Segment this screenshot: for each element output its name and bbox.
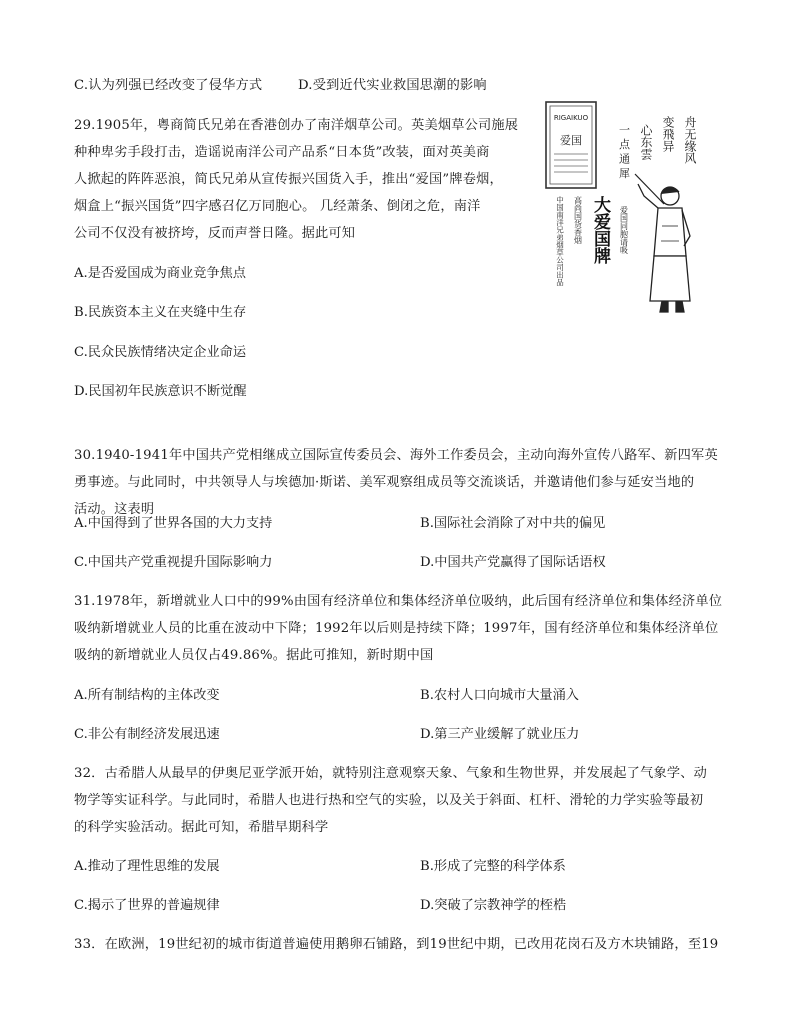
question-text-line: 公司不仅没有被挤垮，反而声誉日隆。据此可知 <box>74 226 356 241</box>
cigarette-advertisement-image <box>540 96 710 318</box>
option-d: D.受到近代实业救国思潮的影响 <box>298 78 487 93</box>
company-caption: 中国南洋兄弟烟草公司出品 <box>555 196 565 286</box>
question-text-line: 吸纳新增就业人员的比重在波动中下降；1992年以后则是持续下降；1997年，国有经济单位和集体经济单位 <box>74 621 719 636</box>
option-a: A.中国得到了世界各国的大力支持 <box>74 516 273 531</box>
option-d: D.第三产业缓解了就业压力 <box>420 727 580 742</box>
slogan-caption: 爱国同胞请吸 <box>619 206 629 254</box>
option-c: C.民众民族情绪决定企业命运 <box>74 345 247 360</box>
question-text-line: 30.1940-1941年中国共产党相继成立国际宣传委员会、海外工作委员会，主动向海外宣传八路军、新四军英 <box>74 448 718 463</box>
question-text-line: 烟盒上“振兴国货”四字感召亿万同胞心。 几经萧条、倒闭之危，南洋 <box>74 199 481 214</box>
question-text-line: 31.1978年，新增就业人口中的99%由国有经济单位和集体经济单位吸纳，此后国有经济单位和集体经济单位 <box>74 594 723 609</box>
option-c: C.认为列强已经改变了侵华方式 <box>74 78 263 93</box>
box-main-text: 爱国 <box>560 134 582 147</box>
option-a: A.所有制结构的主体改变 <box>74 688 220 703</box>
option-d: D.突破了宗教神学的桎梏 <box>420 898 567 913</box>
poem-text <box>618 115 698 180</box>
option-b: B.国际社会消除了对中共的偏见 <box>420 516 606 531</box>
option-c: C.揭示了世界的普遍规律 <box>74 898 220 913</box>
question-text-line: 活动。这表明 <box>74 502 155 517</box>
poem-column: 舟无缘风 <box>683 116 697 164</box>
option-c: C.中国共产党重视提升国际影响力 <box>74 555 273 570</box>
option-b: B.民族资本主义在夹缝中生存 <box>74 305 247 320</box>
option-a: A.推动了理性思维的发展 <box>74 859 220 874</box>
question-text-line: 33．在欧洲，19世纪初的城市街道普遍使用鹅卵石铺路，到19世纪中期，已改用花岗石及方木块铺路，至19 <box>74 937 719 952</box>
option-b: B.形成了完整的科学体系 <box>420 859 566 874</box>
question-text-line: 人掀起的阵阵恶浪，简氏兄弟从宣传振兴国货入手，推出“爱国”牌卷烟， <box>74 172 503 187</box>
poem-column: 心东雲 <box>639 124 653 160</box>
option-d: D.中国共产党赢得了国际话语权 <box>420 555 606 570</box>
option-d: D.民国初年民族意识不断觉醒 <box>74 384 247 399</box>
question-text-line: 物学等实证科学。与此同时，希腊人也进行热和空气的实验，以及关于斜面、杠杆、滑轮的力学实验等最初 <box>74 793 704 808</box>
question-text-line: 吸纳的新增就业人员仅占49.86%。据此可推知，新时期中国 <box>74 648 434 663</box>
box-brand-text: RIGAIKUO <box>553 114 589 122</box>
woman-figure <box>635 174 690 312</box>
quality-caption: 高尚国货香烟 <box>573 196 583 244</box>
question-text-line: 29.1905年，粤商简氏兄弟在香港创办了南洋烟草公司。英美烟草公司施展 <box>74 118 519 133</box>
question-text-line: 种种卑劣手段打击，造谣说南洋公司产品系“日本货”改装，面对英美商 <box>74 145 490 160</box>
cigarette-box <box>546 102 596 188</box>
option-c: C.非公有制经济发展迅速 <box>74 727 220 742</box>
question-text-line: 勇事迹。与此同时，中共领导人与埃德加·斯诺、美军观察组成员等交流谈话，并邀请他们参与延安当地的 <box>74 475 695 490</box>
brand-name: 大爱国牌 <box>590 196 610 264</box>
poem-column: 一 点 通 犀 <box>617 124 631 179</box>
poem-column: 变飛异 <box>661 116 675 152</box>
question-text-line: 32．古希腊人从最早的伊奥尼亚学派开始，就特别注意观察天象、气象和生物世界，并发展起了气象学、动 <box>74 766 708 781</box>
question-text-line: 的科学实验活动。据此可知，希腊早期科学 <box>74 820 329 835</box>
option-b: B.农村人口向城市大量涌入 <box>420 688 579 703</box>
option-a: A.是否爱国成为商业竞争焦点 <box>74 266 246 281</box>
